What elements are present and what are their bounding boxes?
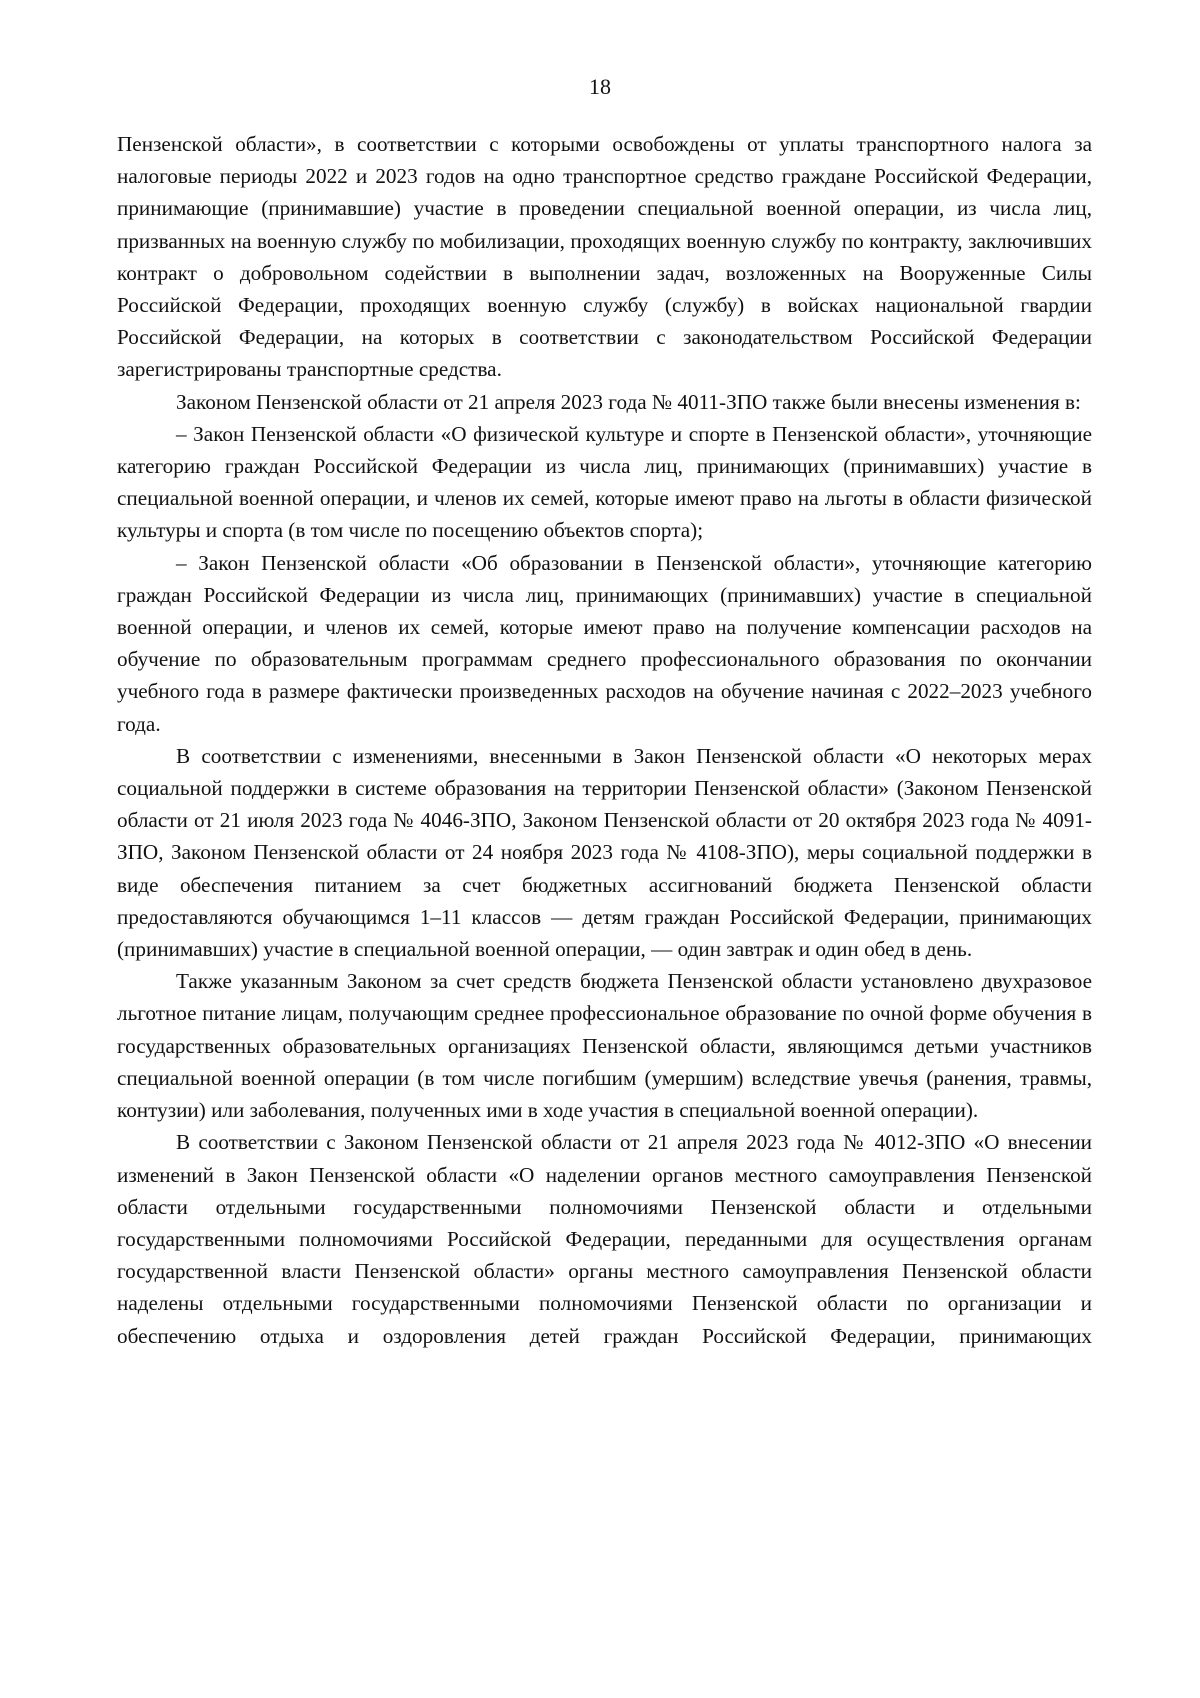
paragraph-sport-law: – Закон Пензенской области «О физической культуре и спорте в Пензенской области», уточняющие категорию граждан Российской Федерации из числа лиц, принимающих (принимавших) участие в специальной военной операции, и членов их семей, которые имеют право на льготы в области физической культуры и спорта (в том числе по посещению объектов спорта); [117,421,1092,543]
document-body [117,128,1092,1352]
paragraph-law-4012: В соответствии с Законом Пензенской области от 21 апреля 2023 года № 4012-ЗПО «О внесении изменений в Закон Пензенской области «О наделении органов местного самоуправления Пензенской области отдельными государственными полномочиями Пензенской области и отдельными государственными полномочиями Российской Федерации, переданными для осуществления органам государственной власти Пензенской области» органы местного самоуправления Пензенской области наделены отдельными государственными полномочиями Пензенской области по организации и обеспечению отдыха и оздоровления детей граждан Российской Федерации, принимающих [117,1130,1092,1348]
paragraph-education-law: – Закон Пензенской области «Об образовании в Пензенской области», уточняющие категорию граждан Российской Федерации из числа лиц, принимающих (принимавших) участие в специальной военной операции, и членов их семей, которые имеют право на получение компенсации расходов на обучение по образовательным программам среднего профессионального образования по окончании учебного года в размере фактически произведенных расходов на обучение начиная с 2022–2023 учебного года. [117,550,1092,736]
paragraph-law-4011: Законом Пензенской области от 21 апреля 2023 года № 4011-ЗПО также были внесены изменения в: [176,389,1081,414]
paragraph-school-meals: В соответствии с изменениями, внесенными в Закон Пензенской области «О некоторых мерах социальной поддержки в системе образования на территории Пензенской области» (Законом Пензенской области от 21 июля 2023 года № 4046-ЗПО, Законом Пензенской области от 20 октября 2023 года № 4091-ЗПО, Законом Пензенской области от 24 ноября 2023 года № 4108-ЗПО), меры социальной поддержки в виде обеспечения питанием за счет бюджетных ассигнований бюджета Пензенской области предоставляются обучающимся 1–11 классов — детям граждан Российской Федерации, принимающих (принимавших) участие в специальной военной операции, — один завтрак и один обед в день. [117,743,1092,962]
paragraph-continuation: Пензенской области», в соответствии с которыми освобождены от уплаты транспортного налога за налоговые периоды 2022 и 2023 годов на одно транспортное средство граждане Российской Федерации, принимающие (принимавшие) участие в проведении специальной военной операции, из числа лиц, призванных на военную службу по мобилизации, проходящих военную службу по контракту, заключивших контракт о добровольном содействии в выполнении задач, возложенных на Вооруженные Силы Российской Федерации, проходящих военную службу (службу) в войсках национальной гвардии Российской Федерации, на которых в соответствии с законодательством Российской Федерации зарегистрированы транспортные средства. [117,132,1092,382]
paragraph-college-meals: Также указанным Законом за счет средств бюджета Пензенской области установлено двухразовое льготное питание лицам, получающим среднее профессиональное образование по очной форме обучения в государственных образовательных организациях Пензенской области, являющимся детьми участников специальной военной операции (в том числе погибшим (умершим) вследствие увечья (ранения, травмы, контузии) или заболевания, полученных ими в ходе участия в специальной военной операции). [117,969,1092,1123]
page-number: 18 [589,74,611,99]
